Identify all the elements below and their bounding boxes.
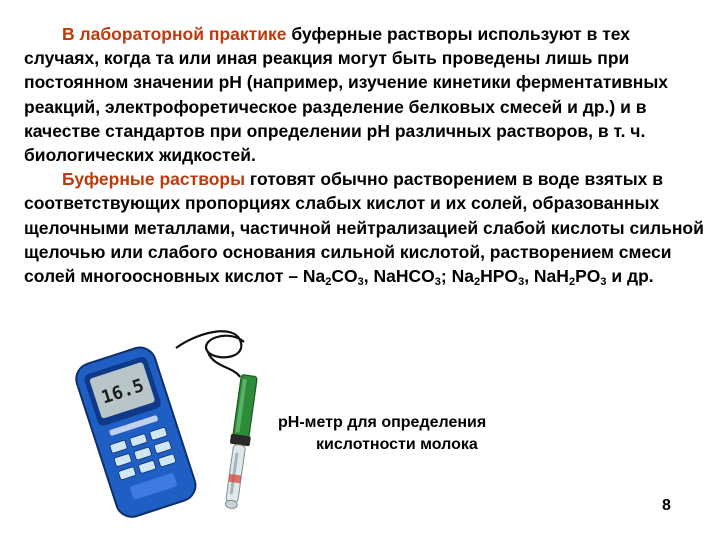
main-text	[24, 22, 704, 288]
paragraph-2	[24, 167, 704, 288]
meter-reading: 16.5	[98, 375, 147, 409]
formula-list	[302, 266, 654, 289]
formula-nahco3-a: NaHCO	[373, 266, 435, 287]
formula-na2co3-b: CO	[331, 266, 358, 287]
formula-nahco3-sub1: 3	[434, 276, 441, 289]
formula-nah2po3-sub1: 2	[568, 276, 576, 289]
ph-meter-body	[72, 343, 199, 521]
page-number: 8	[662, 497, 671, 514]
formula-separator: ,	[363, 266, 374, 287]
formula-na2co3-sub2: 3	[357, 276, 364, 289]
formula-tail: и др.	[606, 266, 654, 287]
formula-nah2po3-sub2: 3	[600, 276, 607, 289]
probe-cable	[176, 331, 244, 357]
paragraph-2-body: готовят обычно растворением в воде взятых в соответствующих пропорциях слабых кислот и их солей, образованных щелочными металлами, частичной нейтрализацией слабой кислоты сильной щелочью или слабого основания сильной кислотой, растворением смеси солей многоосновных кислот –	[24, 169, 704, 287]
formula-na2co3-sub1: 2	[325, 276, 332, 289]
ph-electrode	[221, 374, 259, 509]
paragraph-1-body: буферные растворы используют в тех случаях, когда та или иная реакция могут быть проведены лишь при постоянном значении рН (например, изучение кинетики ферментативных реакций, электрофоретическое разделение белковых смесей и др.) и в качестве стандартов при определении рН различных растворов, в т. ч. биологических жидкостей.	[24, 24, 669, 166]
paragraph-1	[24, 22, 704, 167]
ph-meter-photo	[58, 322, 268, 527]
formula-na2hpo3-a: Na	[451, 266, 474, 287]
formula-separator: ,	[524, 266, 534, 287]
formula-na2hpo3-sub2: 3	[518, 276, 525, 289]
paragraph-1-lead: В лабораторной практике	[62, 24, 287, 44]
formula-separator: ;	[440, 266, 452, 287]
formula-na2hpo3-sub1: 2	[474, 276, 481, 289]
paragraph-2-lead: Буферные растворы	[62, 169, 246, 190]
formula-nah2po3-a: NaH	[533, 266, 569, 287]
caption-line-2: кислотности молока	[316, 436, 478, 453]
caption-line-1: рН-метр для определения	[278, 414, 487, 431]
formula-nah2po3-b: PO	[575, 266, 601, 287]
figure-caption	[278, 412, 538, 456]
formula-na2hpo3-b: HPO	[480, 266, 519, 287]
formula-na2co3-a: Na	[302, 266, 326, 287]
ph-meter-illustration	[58, 322, 268, 527]
